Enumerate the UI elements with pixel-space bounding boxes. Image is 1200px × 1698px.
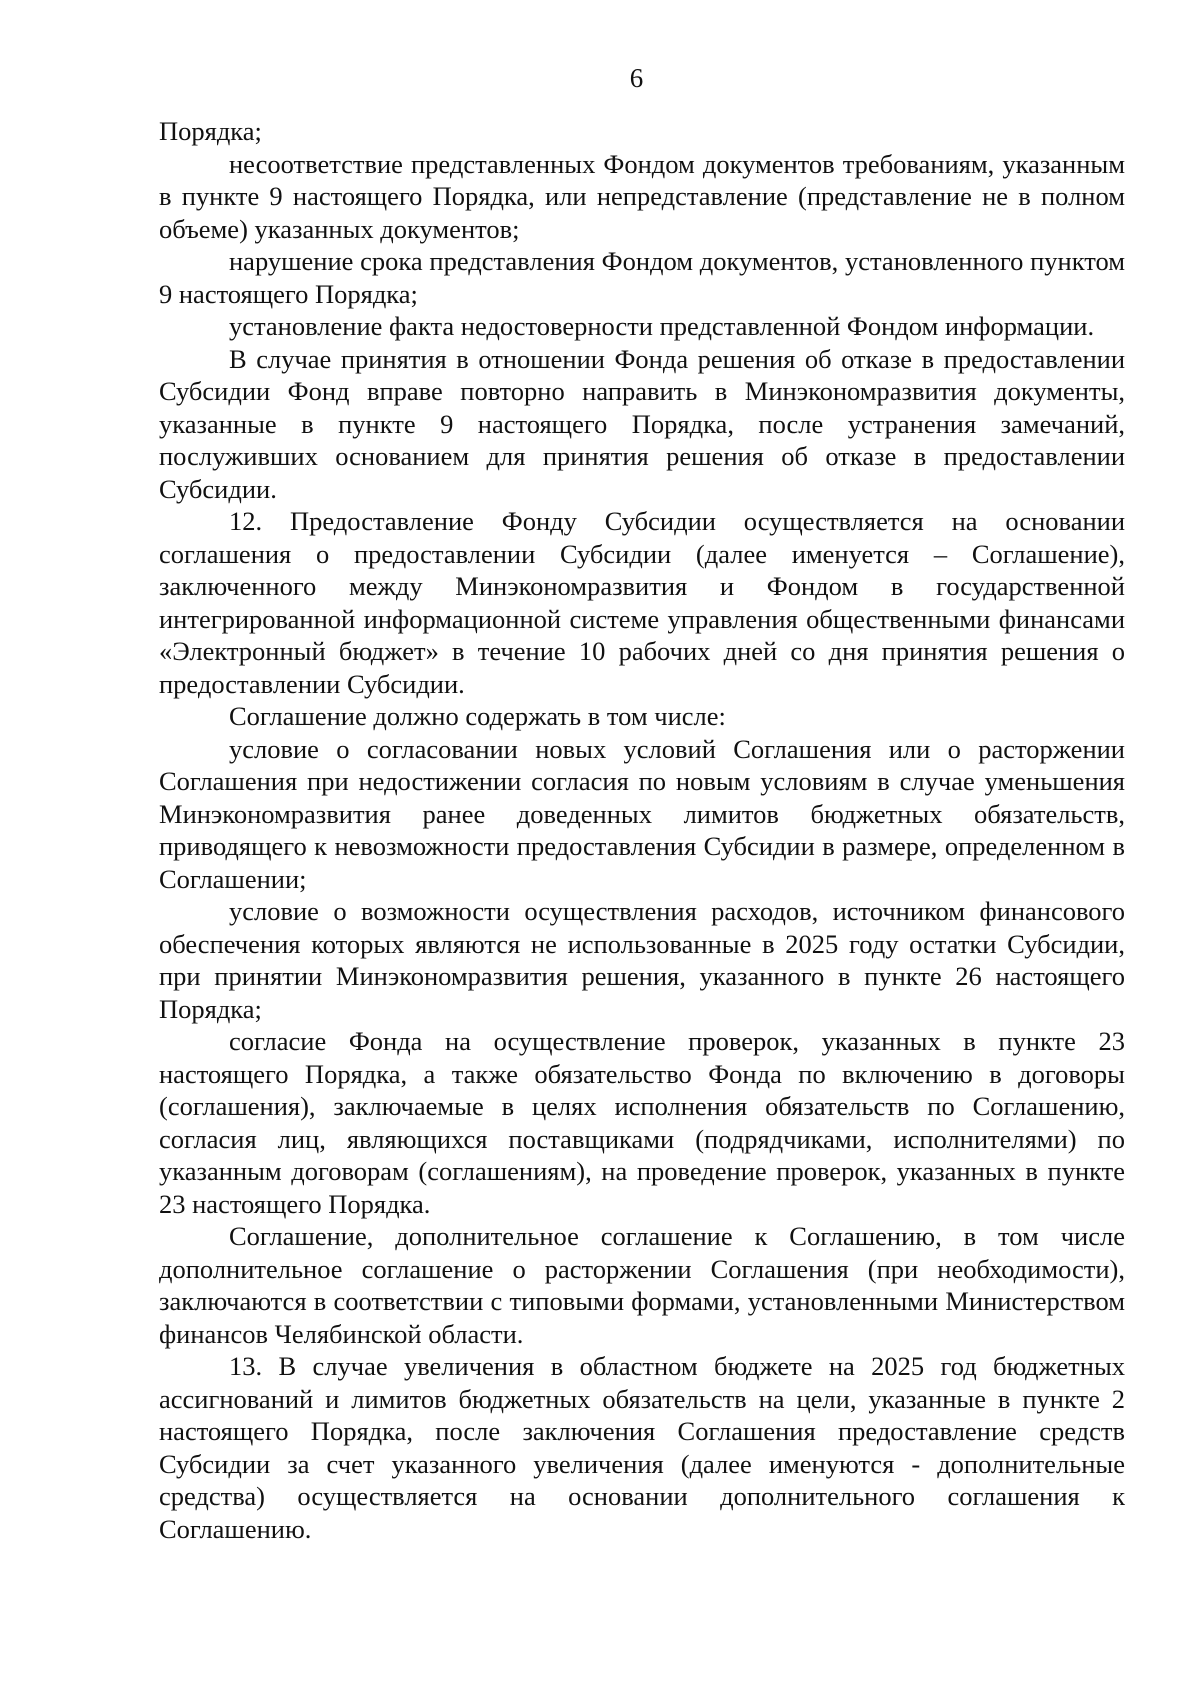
paragraph: условие о согласовании новых условий Соглашения или о расторжении Соглашения при недостижении согласия по новым условиям в случае уменьшения Минэкономразвития ранее доведенных лимитов бюджетных обязательств, приводящего к невозможности предоставления Субсидии в размере, определенном в Соглашении; — [159, 733, 1125, 894]
page-number: 6 — [629, 63, 644, 93]
paragraph: Соглашение, дополнительное соглашение к Соглашению, в том числе дополнительное соглашение о расторжении Соглашения (при необходимости), заключаются в соответствии с типовыми формами, установленными Министерством финансов Челябинской области. — [159, 1221, 1125, 1349]
paragraph: условие о возможности осуществления расходов, источником финансового обеспечения которых являются не использованные в 2025 году остатки Субсидии, при принятии Минэкономразвития решения, указанного в пункте 26 настоящего Порядка; — [159, 896, 1125, 1024]
document-body — [159, 115, 1125, 1545]
paragraph: согласие Фонда на осуществление проверок, указанных в пункте 23 настоящего Порядка, а также обязательство Фонда по включению в договоры (соглашения), заключаемые в целях исполнения обязательств по Соглашению, согласия лиц, являющихся поставщиками (подрядчиками, исполнителями) по указанным договорам (соглашениям), на проведение проверок, указанных в пункте 23 настоящего Порядка. — [159, 1026, 1125, 1219]
paragraph: В случае принятия в отношении Фонда решения об отказе в предоставлении Субсидии Фонд вправе повторно направить в Минэкономразвития документы, указанные в пункте 9 настоящего Порядка, после устранения замечаний, послуживших основанием для принятия решения об отказе в предоставлении Субсидии. — [159, 343, 1125, 504]
paragraph: 13. В случае увеличения в областном бюджете на 2025 год бюджетных ассигнований и лимитов бюджетных обязательств на цели, указанные в пункте 2 настоящего Порядка, после заключения Соглашения предоставление средств Субсидии за счет указанного увеличения (далее именуются - дополнительные средства) осуществляется на основании дополнительного соглашения к Соглашению. — [159, 1351, 1125, 1544]
paragraph: установление факта недостоверности представленной Фондом информации. — [229, 311, 1095, 341]
paragraph: Соглашение должно содержать в том числе: — [229, 701, 726, 731]
paragraph: Порядка; — [159, 116, 262, 146]
paragraph: нарушение срока представления Фондом документов, установленного пунктом 9 настоящего Порядка; — [159, 246, 1125, 309]
paragraph: несоответствие представленных Фондом документов требованиям, указанным в пункте 9 настоящего Порядка, или непредставление (представление не в полном объеме) указанных документов; — [159, 148, 1125, 244]
paragraph: 12. Предоставление Фонду Субсидии осуществляется на основании соглашения о предоставлении Субсидии (далее именуется – Соглашение), заключенного между Минэкономразвития и Фондом в государственной интегрированной информационной системе управления общественными финансами «Электронный бюджет» в течение 10 рабочих дней со дня принятия решения о предоставлении Субсидии. — [159, 506, 1125, 699]
